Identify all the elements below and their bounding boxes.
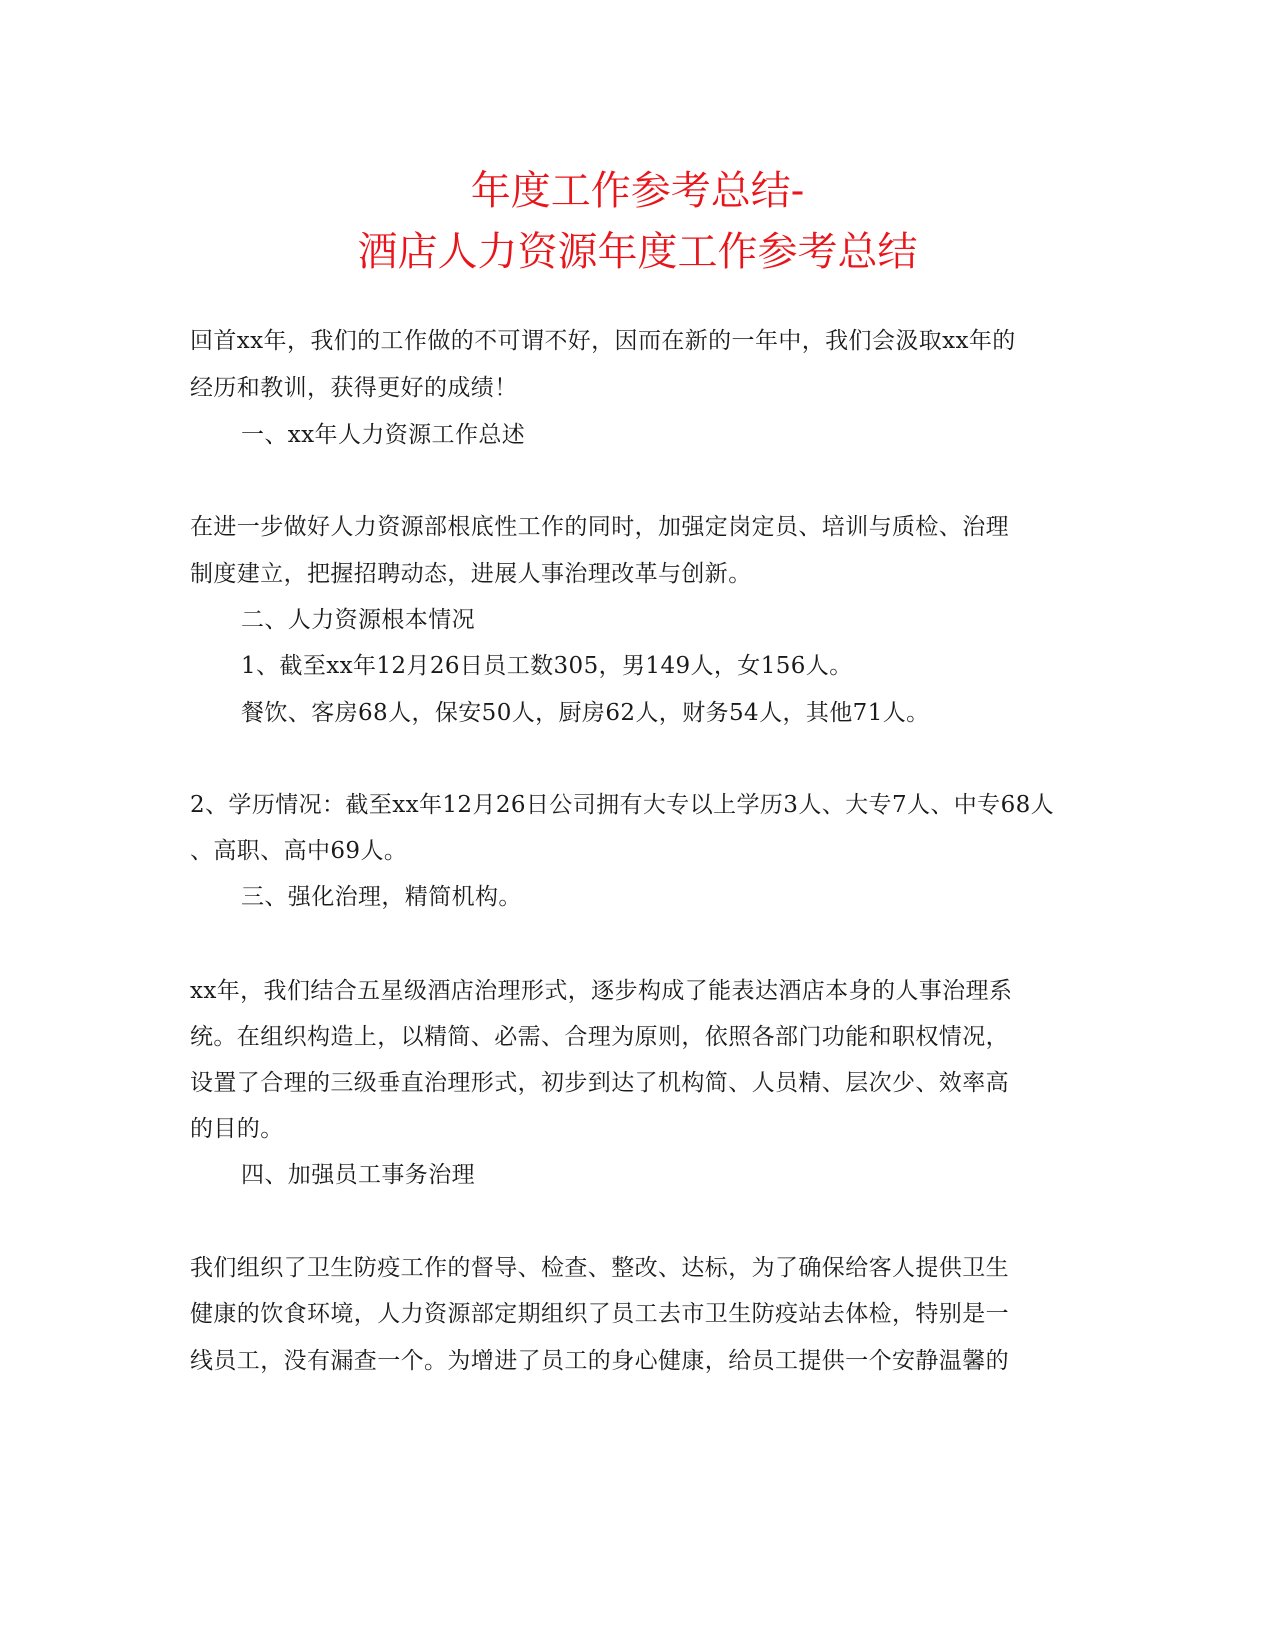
body-line: 在进一步做好人力资源部根底性工作的同时，加强定岗定员、培训与质检、治理 bbox=[190, 514, 1009, 540]
document-title-line-1: 年度工作参考总结- bbox=[470, 168, 805, 214]
body-line: 设置了合理的三级垂直治理形式，初步到达了机构简、人员精、层次少、效率高 bbox=[190, 1070, 1009, 1096]
body-line: 餐饮、客房68人，保安50人，厨房62人，财务54人，其他71人。 bbox=[241, 700, 930, 726]
section-heading-1: 一、xx年人力资源工作总述 bbox=[241, 422, 526, 448]
body-line: xx年，我们结合五星级酒店治理形式，逐步构成了能表达酒店本身的人事治理系 bbox=[190, 978, 1013, 1004]
section-heading-2: 二、人力资源根本情况 bbox=[241, 607, 475, 633]
body-line: 回首xx年，我们的工作做的不可谓不好，因而在新的一年中，我们会汲取xx年的 bbox=[190, 328, 1016, 354]
body-line: 、高职、高中69人。 bbox=[190, 838, 408, 864]
body-line: 统。在组织构造上，以精简、必需、合理为原则，依照各部门功能和职权情况， bbox=[190, 1024, 1009, 1050]
body-line: 的目的。 bbox=[190, 1116, 284, 1142]
body-line: 1、截至xx年12月26日员工数305，男149人，女156人。 bbox=[241, 653, 853, 679]
section-heading-4: 四、加强员工事务治理 bbox=[241, 1162, 475, 1188]
body-line: 2、学历情况：截至xx年12月26日公司拥有大专以上学历3人、大专7人、中专68人 bbox=[190, 792, 1055, 818]
body-line: 经历和教训，获得更好的成绩！ bbox=[190, 375, 518, 401]
body-line: 制度建立，把握招聘动态，进展人事治理改革与创新。 bbox=[190, 561, 752, 587]
body-line: 线员工，没有漏查一个。为增进了员工的身心健康，给员工提供一个安静温馨的 bbox=[190, 1348, 1009, 1374]
document-title-line-2: 酒店人力资源年度工作参考总结 bbox=[357, 229, 918, 275]
body-line: 我们组织了卫生防疫工作的督导、检查、整改、达标，为了确保给客人提供卫生 bbox=[190, 1255, 1009, 1281]
section-heading-3: 三、强化治理，精简机构。 bbox=[241, 884, 522, 910]
body-line: 健康的饮食环境，人力资源部定期组织了员工去市卫生防疫站去体检，特别是一 bbox=[190, 1301, 1009, 1327]
